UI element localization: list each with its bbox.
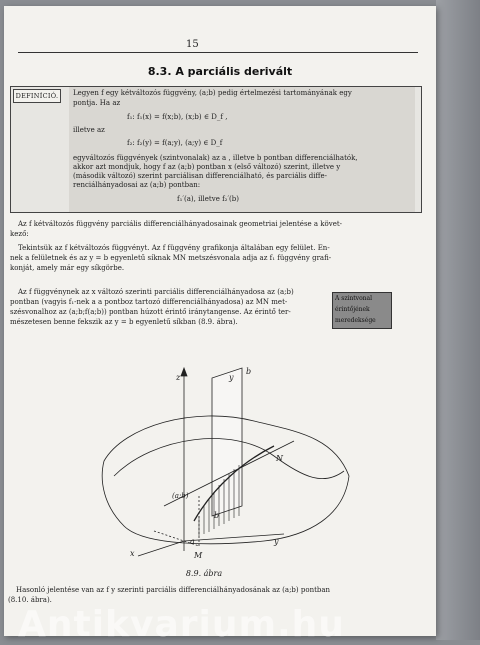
- margin-note-box: [332, 292, 392, 329]
- paragraph-line: (8.10. ábra).: [8, 596, 52, 604]
- definition-result: f₁′(a), illetve f₂′(b): [177, 195, 239, 203]
- paragraph-line: konját, amely már egy síkgörbe.: [10, 264, 125, 272]
- watermark: Antikvarium.hu: [18, 604, 345, 645]
- paragraph-line: Az f függvénynek az x változó szerinti parciális differenciálhányadosa az (a;b): [18, 288, 294, 296]
- label-point: (a;b): [172, 492, 189, 500]
- figure-8-9: [94, 366, 394, 566]
- book-page: [4, 6, 436, 636]
- margin-note-line: érintőjének: [335, 306, 370, 313]
- label-z: z: [176, 373, 181, 382]
- label-y-top: y: [229, 373, 234, 382]
- paragraph-line: Tekintsük az f kétváltozós függvényt. Az f függvény grafikonja általában egy felület. En-: [18, 244, 330, 252]
- definition-line: illetve az: [73, 126, 105, 134]
- label-a: a: [190, 537, 195, 546]
- definition-line: egyváltozós függvények (szintvonalak) az a , illetve b pontban differenciálhatók,: [73, 154, 358, 162]
- definition-line: (második változó) szerint parciálisan differenciálható, és parciális diffe-: [73, 172, 328, 180]
- label-n: N: [276, 454, 283, 463]
- paragraph-line: kező:: [10, 230, 29, 238]
- definition-label: DEFINÍCIÓ.: [13, 89, 61, 103]
- paragraph-line: Az f kétváltozós függvény parciális differenciálhányadosainak geometriai jelentése a követ-: [18, 220, 343, 228]
- figure-caption: 8.9. ábra: [185, 569, 223, 578]
- label-y: y: [274, 537, 279, 546]
- definition-body: [69, 87, 415, 212]
- margin-note-line: A szintvonal: [335, 295, 373, 302]
- label-x: x: [130, 549, 135, 558]
- definition-formula: f₂: f₂(y) = f(a;y), (a;y) ∈ D_f: [127, 139, 223, 147]
- x-axis: [138, 541, 184, 556]
- label-m: M: [194, 551, 203, 560]
- definition-line: renciálhányadosai az (a;b) pontban:: [73, 181, 201, 189]
- paragraph-line: szésvonalhoz az (a;b;f(a;b)) pontban húzott érintő iránytangense. Az érintő ter-: [10, 308, 291, 316]
- margin-note-line: meredeksége: [335, 317, 376, 324]
- definition-box: [10, 86, 422, 213]
- header-rule: [18, 52, 418, 53]
- z-arrow: [181, 368, 187, 376]
- plane-y-b: [212, 368, 242, 516]
- paragraph-line: nek a felületnek és az y = b egyenletű síknak MN metszésvonala adja az f₁ függvény grafi-: [10, 254, 332, 262]
- background-shadow: [436, 0, 480, 640]
- definition-line: Legyen f egy kétváltozós függvény, (a;b) pedig értelmezési tartományának egy: [73, 89, 352, 97]
- section-title: 8.3. A parciális derivált: [147, 65, 293, 78]
- label-b-top: b: [246, 367, 252, 376]
- paragraph-line: pontban (vagyis f₁-nek a a pontboz tartozó differenciálhányadosa) az MN met-: [10, 298, 288, 306]
- page-number: 15: [186, 39, 199, 50]
- paragraph-line: mészetesen benne fekszik az y = b egyenletű síkban (8.9. ábra).: [10, 318, 238, 326]
- paragraph-line: Hasonló jelentése van az f y szerinti parciális differenciálhányadosának az (a;b) pontban: [16, 586, 331, 594]
- definition-line: pontja. Ha az: [73, 99, 121, 107]
- definition-formula: f₁: f₁(x) = f(x;b), (x;b) ∈ D_f ,: [127, 113, 228, 121]
- definition-line: akkor azt mondjuk, hogy f az (a;b) pontban x (első változó) szerint, illetve y: [73, 163, 341, 171]
- label-b: b: [214, 511, 220, 520]
